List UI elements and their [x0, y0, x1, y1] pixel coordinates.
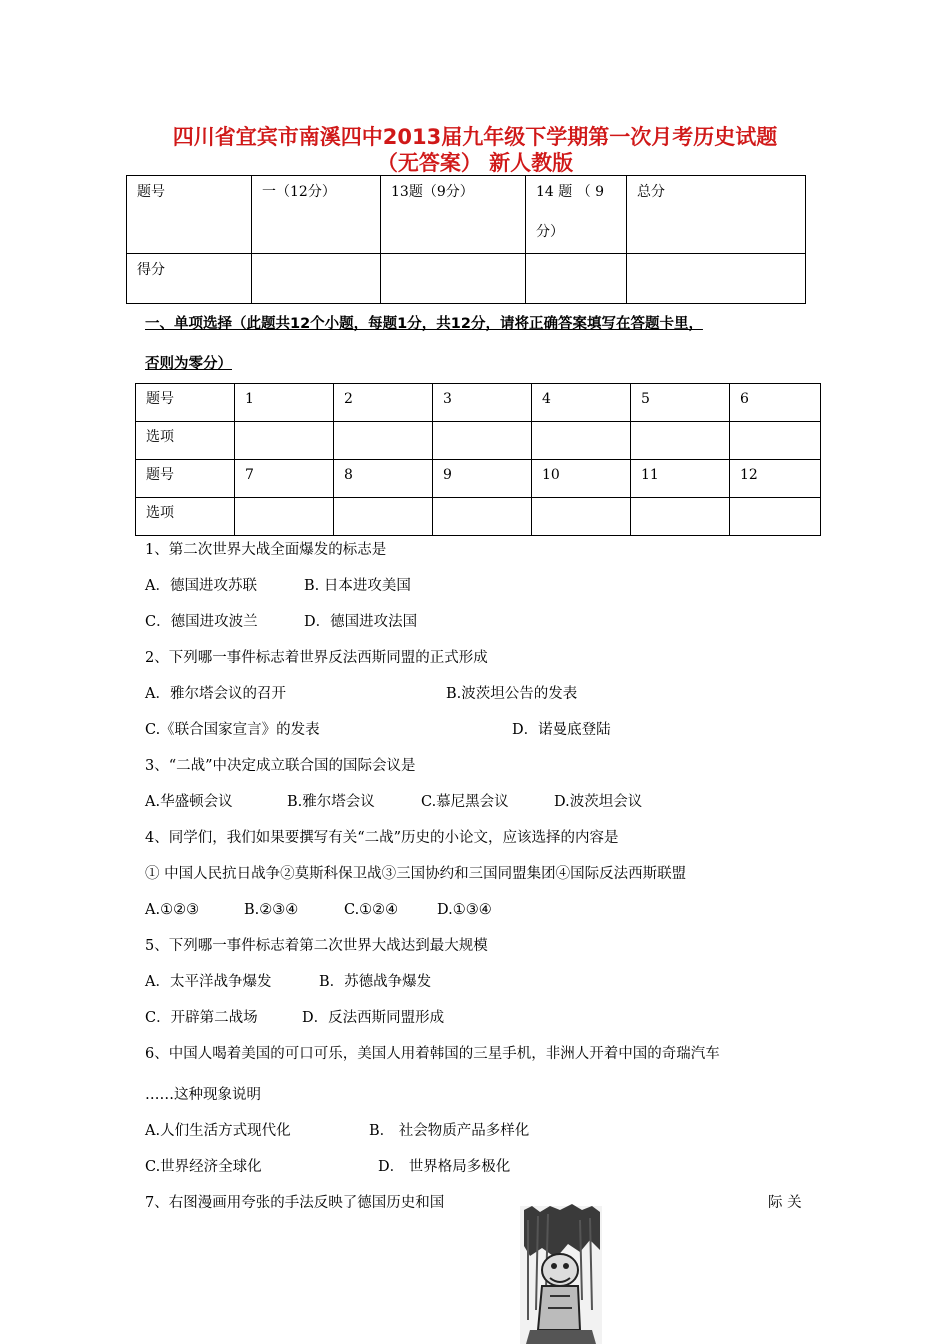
question-6-cont: ……这种现象说明 [145, 1087, 261, 1103]
score-table [126, 175, 806, 304]
score-header-cell: 一（12分） [252, 176, 381, 254]
option-6d: D． 世界格局多极化 [378, 1159, 511, 1175]
answer-cell: 选项 [136, 422, 235, 460]
page-title-line2: （无答案） 新人教版 [376, 151, 574, 175]
answer-cell: 12 [730, 460, 821, 498]
option-1d: D．德国进攻法国 [304, 614, 418, 630]
answer-input-cell[interactable] [433, 498, 532, 536]
option-6b: B． 社会物质产品多样化 [369, 1123, 530, 1139]
score-cell [526, 254, 627, 304]
answer-cell: 5 [631, 384, 730, 422]
answer-input-cell[interactable] [334, 498, 433, 536]
option-1a: A．德国进攻苏联 [145, 578, 257, 594]
score-header-cell: 题号 [127, 176, 252, 254]
option-5c: C．开辟第二战场 [145, 1010, 258, 1026]
question-3: 3、“二战”中决定成立联合国的国际会议是 [145, 758, 416, 774]
answer-input-cell[interactable] [631, 422, 730, 460]
question-4-statements: ① 中国人民抗日战争②莫斯科保卫战③三国协约和三国同盟集团④国际反法西斯联盟 [145, 866, 687, 882]
option-3a: A.华盛顿会议 [145, 794, 233, 810]
answer-cell: 题号 [136, 460, 235, 498]
answer-cell: 11 [631, 460, 730, 498]
score-cell [381, 254, 526, 304]
answer-input-cell[interactable] [730, 422, 821, 460]
answer-cell: 6 [730, 384, 821, 422]
answer-input-cell[interactable] [235, 498, 334, 536]
option-2d: D．诺曼底登陆 [512, 722, 611, 738]
option-3b: B.雅尔塔会议 [287, 794, 375, 810]
option-5b: B．苏德战争爆发 [319, 974, 432, 990]
question-7: 7、右图漫画用夸张的手法反映了德国历史和国 [145, 1195, 445, 1211]
question-4: 4、同学们，我们如果要撰写有关“二战”历史的小论文，应该选择的内容是 [145, 830, 619, 846]
option-4a: A.①②③ [145, 902, 200, 918]
answer-table [135, 383, 821, 536]
option-6a: A.人们生活方式现代化 [145, 1123, 291, 1139]
answer-input-cell[interactable] [532, 498, 631, 536]
score-cell [252, 254, 381, 304]
answer-cell: 9 [433, 460, 532, 498]
section-heading-line1: 一、单项选择（此题共12个小题，每题1分，共12分，请将正确答案填写在答题卡里， [145, 316, 703, 332]
option-3c: C.慕尼黑会议 [421, 794, 509, 810]
option-2a: A．雅尔塔会议的召开 [145, 686, 286, 702]
option-1c: C．德国进攻波兰 [145, 614, 258, 630]
answer-input-cell[interactable] [532, 422, 631, 460]
score-header-text: 14 题 （ 9 [536, 184, 605, 200]
option-2b: B.波茨坦公告的发表 [446, 686, 578, 702]
question-6: 6、中国人喝着美国的可口可乐，美国人用着韩国的三星手机，非洲人开着中国的奇瑞汽车 [145, 1046, 720, 1062]
answer-input-cell[interactable] [334, 422, 433, 460]
answer-cell: 题号 [136, 384, 235, 422]
score-header-cell [526, 176, 627, 254]
answer-cell: 1 [235, 384, 334, 422]
answer-cell: 选项 [136, 498, 235, 536]
score-header-cell: 13题（9分） [381, 176, 526, 254]
question-5: 5、下列哪一事件标志着第二次世界大战达到最大规模 [145, 938, 488, 954]
option-5a: A．太平洋战争爆发 [145, 974, 272, 990]
answer-cell: 4 [532, 384, 631, 422]
option-1b: B. 日本进攻美国 [304, 578, 411, 594]
answer-input-cell[interactable] [235, 422, 334, 460]
answer-cell: 3 [433, 384, 532, 422]
option-2c: C.《联合国家宣言》的发表 [145, 722, 320, 738]
score-header-cell: 总分 [627, 176, 806, 254]
question-2: 2、下列哪一事件标志着世界反法西斯同盟的正式形成 [145, 650, 488, 666]
answer-input-cell[interactable] [433, 422, 532, 460]
option-4d: D.①③④ [437, 902, 492, 918]
answer-cell: 10 [532, 460, 631, 498]
option-4c: C.①②④ [344, 902, 399, 918]
answer-cell: 7 [235, 460, 334, 498]
cartoon-image [520, 1200, 602, 1344]
question-7-right: 际 关 [768, 1195, 802, 1211]
answer-input-cell[interactable] [631, 498, 730, 536]
score-cell [627, 254, 806, 304]
answer-cell: 2 [334, 384, 433, 422]
section-heading-line2: 否则为零分） [145, 356, 232, 372]
score-row-label: 得分 [127, 254, 252, 304]
option-6c: C.世界经济全球化 [145, 1159, 262, 1175]
option-3d: D.波茨坦会议 [554, 794, 643, 810]
page-title-line1: 四川省宜宾市南溪四中2013届九年级下学期第一次月考历史试题 [172, 125, 778, 149]
option-5d: D．反法西斯同盟形成 [302, 1010, 445, 1026]
answer-cell: 8 [334, 460, 433, 498]
question-1: 1、第二次世界大战全面爆发的标志是 [145, 542, 387, 558]
option-4b: B.②③④ [244, 902, 299, 918]
answer-input-cell[interactable] [730, 498, 821, 536]
score-header-text: 分） [536, 224, 564, 240]
